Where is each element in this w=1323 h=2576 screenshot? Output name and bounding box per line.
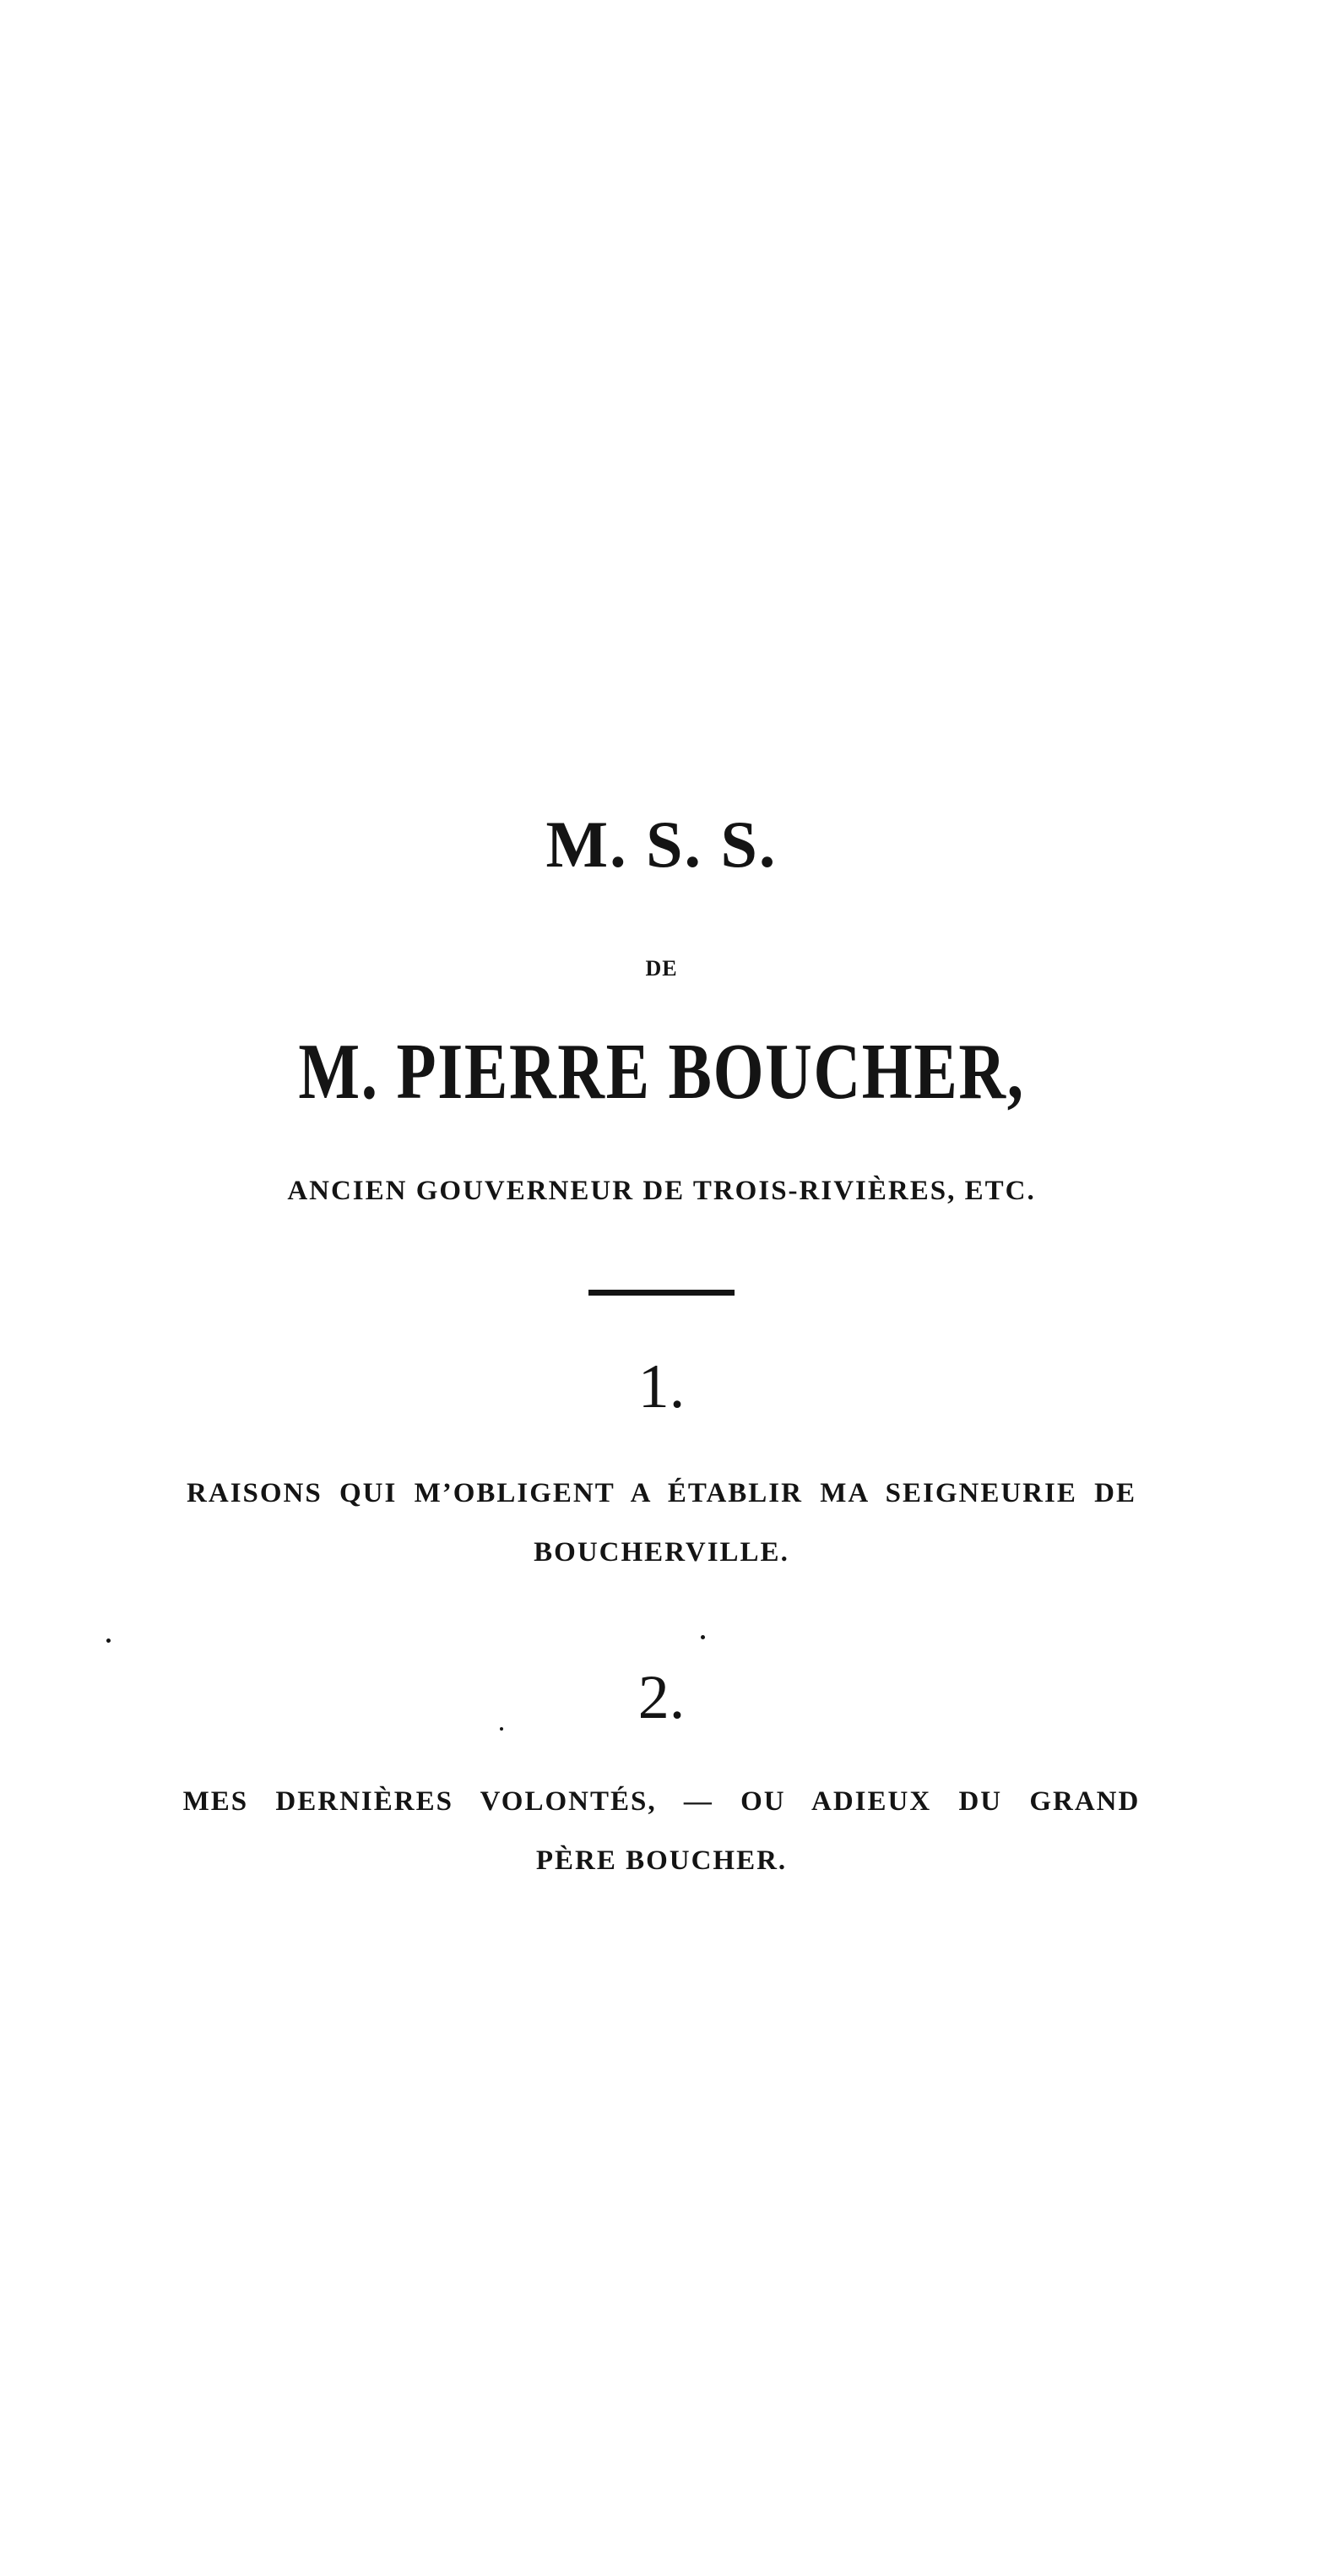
item-number-1: 1.: [637, 1352, 686, 1421]
print-speck: [701, 1635, 705, 1639]
item-1-text-line-1: RAISONS QUI M’OBLIGENT A ÉTABLIR MA SEIGNEURIE DE: [187, 1478, 1136, 1508]
manuscript-title: M. S. S.: [545, 807, 778, 881]
author-subtitle: ANCIEN GOUVERNEUR DE TROIS-RIVIÈRES, ETC.: [287, 1176, 1036, 1206]
author-name: M. PIERRE BOUCHER,: [298, 1028, 1025, 1116]
item-2-text-line-1: MES DERNIÈRES VOLONTÉS, — OU ADIEUX DU GRAND: [182, 1786, 1141, 1817]
print-speck: [106, 1639, 111, 1643]
item-2-text-line-2: PÈRE BOUCHER.: [535, 1845, 788, 1876]
divider-rule: [588, 1290, 735, 1296]
preposition-de: DE: [645, 956, 678, 981]
item-number-2: 2.: [637, 1663, 686, 1732]
item-1-text-line-2: BOUCHERVILLE.: [534, 1537, 789, 1568]
